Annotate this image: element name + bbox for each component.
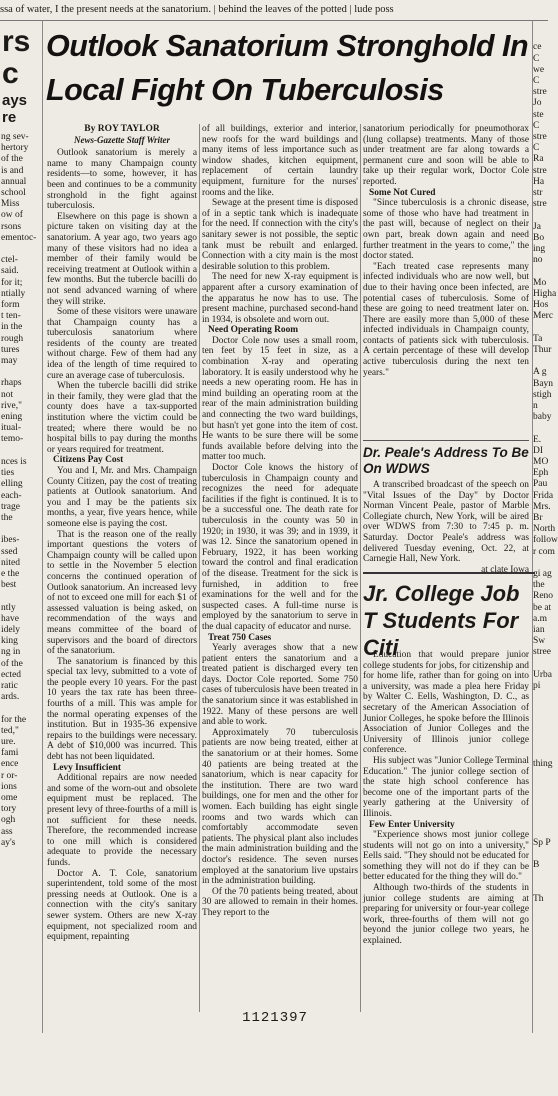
right-column-line [533, 748, 549, 759]
paragraph: Education that would prepare junior college students for jobs, for citizenship and for home life, rather than for going on into a university, was made a plea here Friday by Walter C. Eells, Washington, D. C., as secretary of the American Association of Junior Colleges, he spoke before the Illinois Association of Junior Colleges and the University of Illinois junior college conference. [363, 650, 529, 756]
subheading: Some Not Cured [369, 187, 436, 198]
right-column-line: Higha [533, 288, 557, 299]
paragraph: His subject was "Junior College Terminal Education." The junior college section of the state high school conference has become one of the important parts of the yearly gathering at the University of Illinois. [363, 755, 529, 819]
paragraph: sanatorium periodically for pneumothorax (lung collapse) treatments. Many of those under treatment are far along towards a permanent cure and soon will be able to take up their regular work, Doctor Cole reported. [363, 124, 529, 187]
right-column-line [533, 659, 549, 670]
right-column-line [533, 804, 549, 815]
right-column-line: we [533, 64, 545, 75]
right-column-line: ing [533, 244, 546, 255]
byline-affiliation: News-Gazette Staff Writer [74, 134, 170, 145]
left-column-line: rsons [1, 221, 22, 232]
right-column-line: stre [533, 132, 547, 143]
left-column-line: ening [1, 412, 23, 423]
right-column-line: E. [533, 434, 542, 445]
top-strip: ssa of water, I the present needs at the sanatorium. | behind the leaves of the potted | lude poss [0, 0, 548, 21]
right-column-line [533, 692, 549, 703]
right-column-line [533, 961, 549, 972]
right-column-line [533, 782, 549, 793]
left-column-line: ng sev- [1, 132, 29, 142]
left-column-line: ctel- [1, 255, 18, 266]
right-column-line: B [533, 860, 540, 871]
right-column-line: ce [533, 42, 542, 53]
right-column-line [533, 983, 549, 994]
right-column-line [533, 1006, 549, 1017]
left-column-line: have [1, 613, 19, 624]
paragraph: Doctor Cole knows the history of tuberculosis in Champaign county and recognizes the need for adequate facilities if the fight is continued. It is to be a successful one. The death rate for tuberculosis in the county was 50 in 1920; in 1930, it was 39; and in 1939, it was 12. Since the sanatorium opened in February, 1922, it has been working toward the control and final eradication of the disease. Treatment for the sick is furnished, in addition to free examinations for the well and for the suspected cases. A full-time nurse is employed by the sanatorium to serve in the dual capacity of educator and nurse. [202, 463, 358, 632]
left-column-line: each- [1, 490, 22, 501]
left-column-big-letters: rs c [2, 25, 31, 90]
right-column-line: Bo [533, 232, 545, 243]
left-column-line: ntially [1, 288, 26, 299]
right-column-line: Urba [533, 669, 552, 680]
right-column-line: n [533, 400, 538, 411]
right-column-line [533, 883, 549, 894]
right-column-line [533, 737, 549, 748]
right-column-line: Mrs. [533, 501, 551, 512]
right-column-line: C [533, 53, 540, 64]
right-column-line [533, 1028, 549, 1039]
left-column-line: ome [1, 792, 18, 803]
right-column-line: Ha [533, 176, 545, 187]
article-column-1 [47, 124, 197, 1019]
left-column-line: ibes- [1, 535, 20, 546]
left-column-line: ted," [1, 725, 19, 736]
left-column-line: ogh [1, 815, 16, 826]
left-column-line [0, 703, 42, 714]
right-column-line [533, 916, 549, 927]
column-rule [360, 124, 361, 1012]
right-column-line: Th [533, 893, 544, 904]
paragraph: Doctor Cole now uses a small room, ten feet by 15 feet in size, as a combination X-ray and operating laboratory. It is easily understood why he needs a new operating room. He has in mind building an operating room at the rear of the main administration building and connecting the two ward buildings, but hasn't yet gone into the item of cost. He wants to be sure there will be some funds available before delving into the matter too much. [202, 335, 358, 463]
paragraph: When the tubercle bacilli did strike in their family, they were glad that the county does have a tax-supported institution where the victim could be treated; where there would be no hospital bills to pay during the months or years required for treatment. [47, 381, 197, 455]
article-headline: Outlook Sanatorium Stronghold In Local Fight On Tuberculosis [46, 29, 529, 107]
archive-number: 1121397 [242, 1010, 308, 1026]
right-column-line: C [533, 120, 540, 131]
left-column-line: ementoc- [1, 232, 37, 243]
junior-college-headline: Jr. College Job T Students For Citi [363, 572, 535, 661]
left-column-line: ties [1, 468, 15, 479]
subheading: Levy Insufficient [53, 762, 121, 773]
paragraph: Yearly averages show that a new patient enters the sanatorium and a treated patient is discharged every ten days. Doctor Cole reported. Some 750 cases of tuberculosis have been treated in the sanatorium since it was established in 1922. Many of these persons are well and able to work. [202, 643, 358, 728]
left-column-line: ions [1, 781, 17, 792]
left-column-line: temo- [1, 434, 24, 445]
right-column-line [533, 950, 549, 961]
left-column-line: ntly [1, 602, 16, 613]
right-column-line: Ra [533, 154, 544, 165]
right-column-line [533, 715, 549, 726]
left-column-line [0, 244, 42, 255]
left-column-line: elling [1, 479, 23, 490]
right-column-line [533, 972, 549, 983]
left-column-line [0, 367, 42, 378]
left-column-line: hertory [1, 143, 29, 154]
right-column-line: thing [533, 759, 553, 770]
junior-college-story [363, 650, 529, 1010]
right-column-line: Reno [533, 591, 554, 602]
left-column-line: t ten- [1, 311, 21, 322]
right-column-line [533, 995, 549, 1006]
right-column-line [533, 322, 549, 333]
right-column-line: C [533, 76, 540, 87]
left-column-line: Miss [1, 199, 20, 210]
left-column-line: is and [1, 165, 24, 176]
right-column-line [533, 266, 549, 277]
left-column-line: form [1, 300, 20, 311]
left-column-line: idely [1, 624, 20, 635]
right-column-line: Bayn [533, 378, 554, 389]
paragraph: Approximately 70 tuberculosis patients are now being treated, either at the sanatorium or at their homes. Some 40 patients are being treated at the sanatorium, which is near capacity for the institution. There are two ward buildings, one for men and the other for women. Each building has eight single rooms and two wards which can comfortably accommodate seven patients. The physical plant also includes the main administration building and the doctor's residence. The seven nurses employed at the sanatorium live upstairs in the administration building. [202, 727, 358, 887]
left-column-line: not [1, 389, 14, 400]
left-column-line: of the [1, 154, 23, 165]
right-column-line: Pau [533, 479, 548, 490]
right-column-line: A g [533, 367, 547, 378]
right-column-line: no [533, 255, 543, 266]
right-column-line [533, 927, 549, 938]
paragraph: That is the reason one of the really important questions the voters of Champaign county will be called upon to settle in the November 5 election concerns the continued operation of Outlook sanatorium. An increased levy of not to exceed one mill for each $1 of assessed valuation is being asked, on recommendation of the ways and means committee of the board of supervisors and the board of directors of the sanatorium. [47, 529, 197, 657]
paragraph: Outlook sanatorium is merely a name to many Champaign county residents—to some, however, it has been and continues to be a community stronghold in the fight against tuberculosis. [47, 148, 197, 212]
subheading: Treat 750 Cases [208, 632, 272, 643]
right-column-line: be at [533, 602, 552, 613]
right-column-line: the [533, 580, 545, 591]
left-column-line: of the [1, 658, 23, 669]
subheading: Few Enter University [369, 819, 455, 830]
left-column-line: ass [1, 826, 13, 837]
paragraph-fragment: at clate Iowa [481, 564, 529, 575]
column-rule [199, 124, 200, 1012]
paragraph: Doctor A. T. Cole, sanatorium superintendent, told some of the most pressing needs at Outlook. One is a connection with the city's sanitary sewer system. Others are new X-ray equipment, not specialized room and equipment, repainting [47, 868, 197, 943]
left-column-line: for it; [1, 277, 23, 288]
right-column-line [533, 815, 549, 826]
left-column-line: king [1, 636, 18, 647]
paragraph: You and I, Mr. and Mrs. Champaign County Citizen, pay the cost of treating patients at Outlook sanatorium. And you and I may be the patients six months, a year, five years hence, while someone else is paying the cost. [47, 466, 197, 529]
left-column-line: ence [1, 759, 19, 770]
left-column-heading: ays re [2, 92, 28, 126]
right-column-line: stree [533, 647, 551, 658]
left-column-line: school [1, 188, 26, 199]
left-column-line: ected [1, 669, 22, 680]
adjacent-right-column [532, 20, 558, 1033]
right-column-line: Sp P [533, 837, 551, 848]
right-column-line [533, 31, 549, 42]
right-column-line [533, 871, 549, 882]
left-column-line: nited [1, 557, 20, 568]
paragraph: Additional repairs are now needed and some of the worn-out and obsolete equipment must be replaced. The present levy of three-fourths of a mill is not sufficient for these needs. Therefore, the recommended increase to one mill which is considered adequate to provide the necessary funds. [47, 773, 197, 868]
right-column-line: Hos [533, 300, 549, 311]
left-column-line: ng in [1, 647, 21, 658]
right-column-line: Ta [533, 333, 543, 344]
paragraph: Although two-thirds of the students in junior college students are aiming at preparing for university or four-year college work, three-fourths of them will not go beyond the junior college two years, he explained. [363, 883, 529, 947]
left-column-line: tory [1, 804, 17, 815]
left-column-line: ratic [1, 680, 18, 691]
paragraph: A transcribed broadcast of the speech on "Vital Issues of the Day" by Doctor Norman Vincent Peale, pastor of Marble Collegiate church, New York, will be aired over WDWS from 7:30 to 7:45 p. m. Saturday. Doctor Peale's address was delivered Tuesday evening, Oct. 22, at Carnegie Hall, New York. [363, 480, 529, 565]
left-column-line: annual [1, 176, 27, 187]
right-column-line: Mo [533, 277, 547, 288]
right-column-line: gi ag [533, 568, 552, 579]
right-column-line: Sw [533, 636, 546, 647]
right-column-line [533, 1084, 549, 1095]
left-column-line: for the [1, 714, 27, 725]
paragraph: of all buildings, exterior and interior, new roofs for the ward buildings and many items of less importance such as window shades, kitchen equipment, replacement of certain laundry equipment, furniture for the nurses' rooms and the like. [202, 124, 358, 198]
right-column-line: Br [533, 512, 543, 523]
right-column-line: stre [533, 165, 547, 176]
paragraph: "Experience shows most junior college students will not go on into a university," Eells said. "They should not be educated for something they will not do if they can be better educated for the thing they will do." [363, 830, 529, 883]
right-column-line: Frida [533, 490, 554, 501]
right-column-line: a.m [533, 613, 547, 624]
left-column-line: ure. [1, 736, 16, 747]
left-column-line [0, 446, 42, 457]
left-column-line: itual- [1, 423, 22, 434]
right-column-line: DI [533, 445, 544, 456]
right-column-line [533, 20, 549, 31]
right-column-line [533, 558, 549, 569]
left-column-line: r or- [1, 770, 18, 781]
right-column-line [533, 771, 549, 782]
right-column-line: stre [533, 87, 547, 98]
right-column-line: ste [533, 109, 544, 120]
right-column-line: Eph [533, 468, 549, 479]
left-column-line: e the [1, 568, 20, 579]
right-column-line: C [533, 143, 540, 154]
right-column-line [533, 210, 549, 221]
left-column-line: in the [1, 322, 23, 333]
left-column-line: ay's [1, 837, 16, 848]
right-column-line: follow [533, 535, 558, 546]
right-column-line [533, 793, 549, 804]
left-column-line [0, 524, 42, 535]
right-column-line [533, 1039, 549, 1050]
left-column-line: ards. [1, 692, 20, 703]
paragraph: Of the 70 patients being treated, about 30 are allowed to remain in their homes. They report to the [202, 886, 358, 918]
right-column-line [533, 356, 549, 367]
right-column-line [533, 1017, 549, 1028]
left-column-line: rough [1, 333, 24, 344]
left-column-line: rive," [1, 400, 23, 411]
right-column-line [533, 905, 549, 916]
adjacent-left-column [0, 20, 43, 1033]
left-column-line: fami [1, 748, 19, 759]
right-column-line: baby [533, 412, 552, 423]
right-column-line [533, 1051, 549, 1062]
paragraph: Some of these visitors were unaware that Champaign county has a tuberculosis sanatorium where residents of the county are treated without charge. Few of them had any idea of the length of time required to cure an average case of tuberculosis. [47, 307, 197, 381]
right-column-line [533, 939, 549, 950]
right-column-line [533, 849, 549, 860]
article-column-3 [363, 124, 529, 436]
right-column-line [533, 423, 549, 434]
right-column-line: North [533, 524, 556, 535]
right-column-line: pi [533, 680, 541, 691]
peale-address-headline: Dr. Peale's Address To Be On WDWS [363, 440, 529, 477]
left-column-line [0, 591, 42, 602]
paragraph: Sewage at the present time is disposed of in a septic tank which is inadequate for the need. If connection with the city's sanitary sewer is not possible, the septic tank must be rebuilt and enlarged. Connection with a city main is the most desirable solution to this problem. [202, 198, 358, 272]
right-column-line [533, 703, 549, 714]
right-column-line [533, 1062, 549, 1073]
right-column-line: MO [533, 456, 549, 467]
right-column-line [533, 827, 549, 838]
peale-address-story [363, 480, 529, 575]
paragraph: "Since tuberculosis is a chronic disease, some of those who have had treatment in the past will, because of neglect on their own part, break down again and need further treatment in the years to come," the doctor stated. [363, 198, 529, 262]
right-column-line: r com [533, 546, 555, 557]
right-column-line: Ja [533, 221, 541, 232]
left-column-line: trage [1, 501, 20, 512]
right-column-line: Thur [533, 344, 552, 355]
right-column-line: stre [533, 199, 547, 210]
paragraph: The need for new X-ray equipment is apparent after a cursory examination of the apparatus he now has to use. The present machine, purchased second-hand in 1934, is obsolete and worn out. [202, 272, 358, 325]
left-column-line: the [1, 512, 13, 523]
right-column-line: Merc [533, 311, 554, 322]
paragraph: Elsewhere on this page is shown a picture taken on visiting day at the sanatorium. A year ago, two years ago many of these visitors had no idea a member of their family would be receiving treatment at Outlook within a few months. But the tubercle bacilli do not send advanced warning of where they will strike. [47, 211, 197, 307]
paragraph: The sanatorium is financed by this special tax levy, submitted to a vote of the people every 10 years. For the past 10 years the tax rate has been three-fourths of a mill. This was ample for the normal operating expenses of the institution. But in 1935-36 expensive repairs to the buildings were necessary. A debt of $10,000 was incurred. This debt has not been liquidated. [47, 656, 197, 763]
left-column-line: ow of [1, 210, 23, 221]
left-column-line: tures [1, 344, 20, 355]
subheading: Citizens Pay Cost [53, 455, 124, 466]
subheading: Need Operating Room [208, 325, 299, 336]
right-column-line [533, 1073, 549, 1084]
right-column-line: ian [533, 624, 545, 635]
left-column-line: best [1, 580, 17, 591]
left-column-line: ssed [1, 546, 18, 557]
right-column-line: str [533, 188, 543, 199]
right-column-line: stigh [533, 389, 552, 400]
left-column-line: said. [1, 266, 19, 277]
byline-name: By ROY TAYLOR [84, 124, 160, 134]
article-column-2 [202, 124, 358, 1019]
left-column-lines [0, 132, 42, 849]
left-column-line: may [1, 356, 18, 367]
left-column-line: nces is [1, 456, 27, 467]
paragraph: "Each treated case represents many infected individuals who are now well, but due to their having once been infected, are potential cases of tuberculosis. Some of these are going to need treatment later on. There are easily more than 5,000 of these infected individuals in Champaign county, contacts of patients sick with tuberculosis. A certain percentage of these will develop active tuberculosis during the next ten years." [363, 261, 529, 378]
right-column-line [533, 726, 549, 737]
right-column-line: Jo [533, 98, 542, 109]
left-column-line: rhaps [1, 378, 22, 389]
